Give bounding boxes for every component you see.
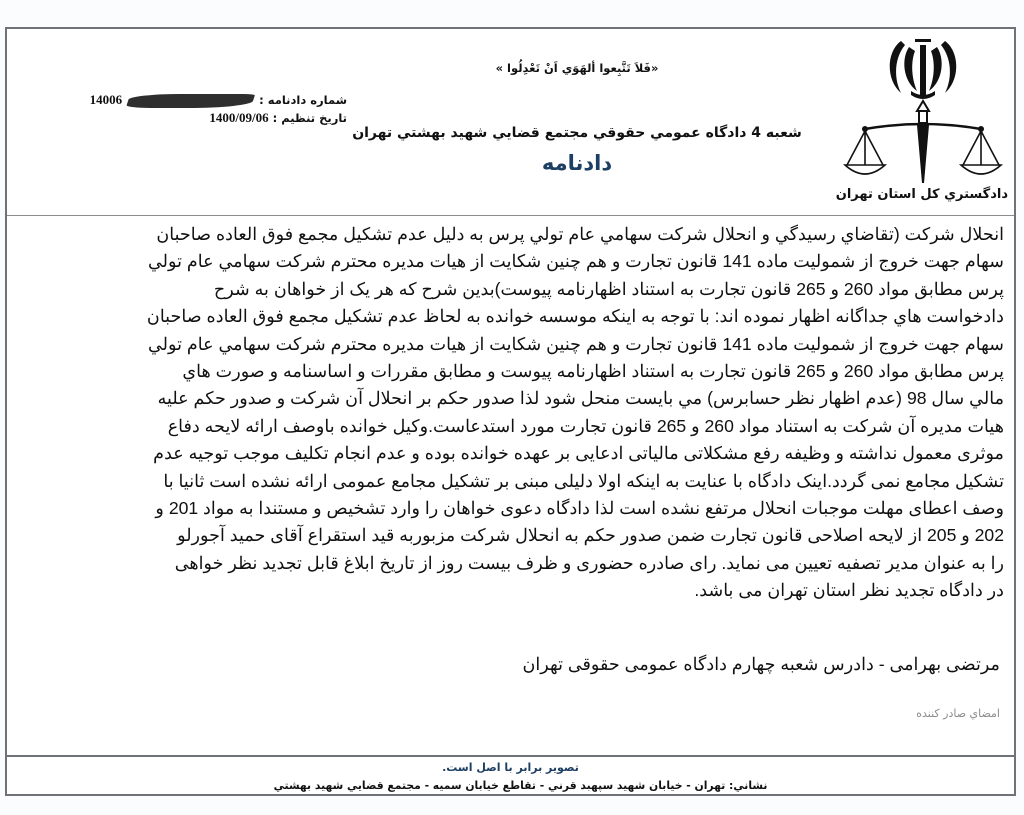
body-line: در دادگاه تجدید نظر استان تهران می باشد. xyxy=(694,580,1004,601)
verdict-meta xyxy=(87,91,347,127)
body-line: مالي سال 98 (عدم اظهار نظر حسابرس) مي بايست منحل شود لذا صدور حكم بر انحلال آن شركت و صدور حكم عليه xyxy=(157,388,1004,409)
court-branch-title: شعبه 4 دادگاه عمومي حقوقي مجتمع قضايي شهيد بهشتي تهران xyxy=(352,125,802,141)
iran-emblem-scales-of-justice-icon xyxy=(843,35,1003,187)
body-line: پرس مطابق مواد 260 و 265 قانون تجارت به استناد اظهارنامه پيوست و مطابق مقررات و اساسنامه و صورت هاي xyxy=(182,361,1004,382)
verdict-document xyxy=(5,27,1016,796)
redaction-mark xyxy=(126,94,256,108)
judiciary-name: دادگستري كل استان تهران xyxy=(835,187,1008,202)
issue-date: 1400/09/06 xyxy=(209,110,269,125)
body-line: انحلال شركت (تقاضاي رسيدگي و انحلال شركت سهامي عام تولي پرس به دليل عدم تشكيل مجمع فوق العاده صاحبان xyxy=(156,224,1004,244)
body-line: تشکیل مجامع نمی گردد.اینک دادگاه با عنایت به اینکه اولا دلیلی مبنی بر تشکیل مجامع عمومی ارائه نشده است ثانیا با xyxy=(163,470,1004,491)
verdict-body xyxy=(17,221,1004,605)
issue-date-label: تاريخ تنظيم : xyxy=(272,111,347,125)
verdict-number: 14006 xyxy=(89,92,123,107)
verdict-number-row xyxy=(87,91,347,109)
signature-label: امضاي صادر كننده xyxy=(916,707,1000,720)
body-line: موثری معمول نداشته و وظیفه رفع مشکلاتی مالیاتی ادعایی بر عهده خوانده بوده و عدم انجام تکلیف موجب توجیه عدم xyxy=(153,443,1004,464)
body-line: پرس مطابق مواد 260 و 265 قانون تجارت به استناد اظهارنامه پيوست)بدين شرح كه هر يک از خواهان به شرح xyxy=(213,278,1004,299)
body-line: وصف اعطای مهلت موجبات انحلال مرتفع نشده است لذا دادگاه دعوی خواهان را وارد تشخیص و مستندا به مواد 201 و xyxy=(155,498,1004,519)
court-address: نشاني: تهران - خيابان شهيد سپهبد قرني - تقاطع خيابان سميه - مجتمع قضايي شهيد بهشتي xyxy=(273,779,768,792)
body-line: سهام جهت خروج از شموليت ماده 141 قانون تجارت و هم چنين شكايت از هيات مديره محترم شركت سهامي عام تولي xyxy=(147,333,1004,354)
signer-name: مرتضی بهرامی - دادرس شعبه چهارم دادگاه عمومی حقوقی تهران xyxy=(522,654,1000,674)
body-line: دادخواست هاي جداگانه اظهار نموده اند: با توجه به اينكه موسسه خوانده به لحاظ عدم تشكيل مجمع فوق العاده صاحبان xyxy=(146,306,1004,327)
page-title: دادنامه xyxy=(541,151,613,175)
judiciary-emblem xyxy=(835,35,1008,213)
quran-verse: «فَلاَ تَتَّبِعوا ألهَوَي اَنْ تَعْدِلُوا » xyxy=(495,61,659,75)
document-footer xyxy=(7,755,1014,794)
document-header xyxy=(7,29,1014,216)
body-line: سهام جهت خروج از شموليت ماده 141 قانون تجارت و هم چنين شكايت از هيات مديره محترم شركت سهامي عام تولي xyxy=(147,251,1004,272)
certified-copy-note: تصوير برابر با اصل است. xyxy=(442,761,579,774)
issue-date-row xyxy=(87,109,347,127)
body-line: هيات مديره آن شركت به استناد مواد 260 و 265 قانون تجارت مورد استدعاست.وكيل خوانده باوصف ارائه لايحه دفاع xyxy=(167,415,1004,436)
body-line: 202 و 205 از لایحه اصلاحی قانون تجارت ضمن صدور حکم به انحلال شرکت مزبوربه قید استقراع آقای حمید آجورلو xyxy=(177,525,1004,546)
verdict-number-label: شماره دادنامه : xyxy=(259,93,347,107)
body-line: را به عنوان مدیر تصفیه تعیین می نماید. رای صادره حضوری و ظرف بیست روز از تاریخ ابلاغ قابل تجدید نظر خواهی xyxy=(174,552,1004,573)
